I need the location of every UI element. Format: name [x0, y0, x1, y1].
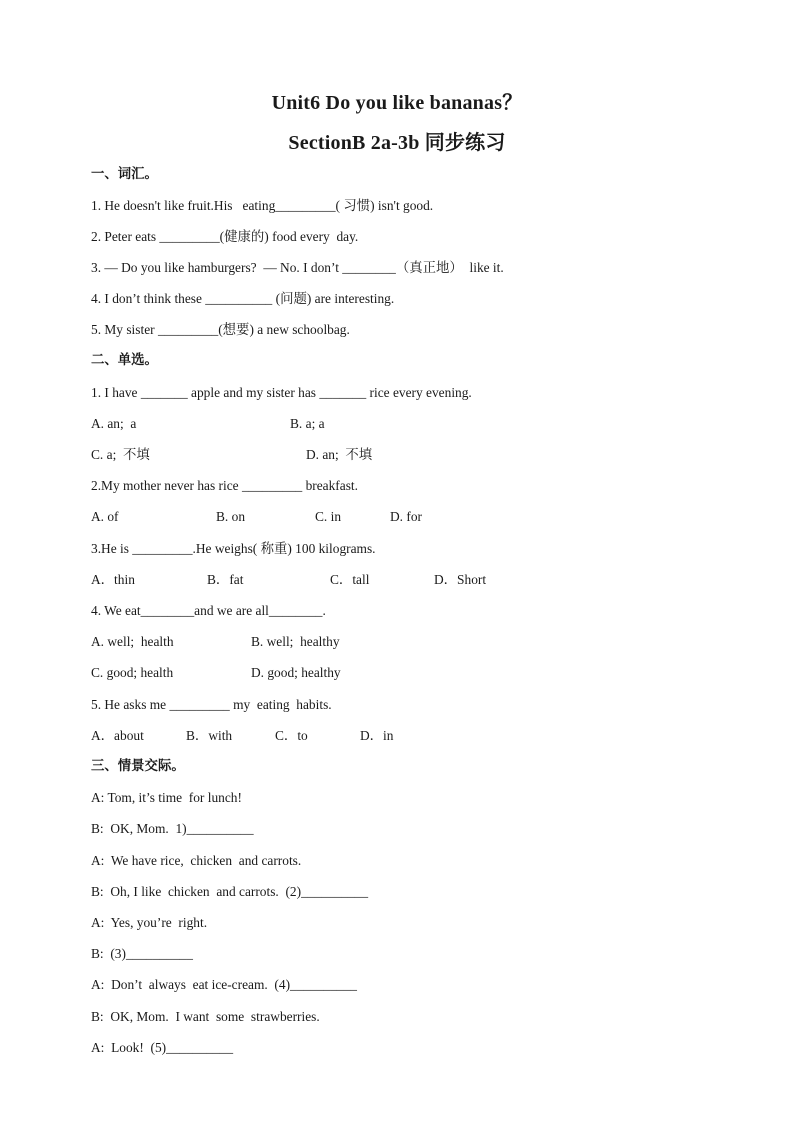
- vocab-item-2: 2. Peter eats _________(健康的) food every day.: [91, 229, 359, 244]
- dialogue-line-5: A: Yes, you’re right.: [91, 915, 208, 930]
- mc-q1-option-b: B. a; a: [290, 416, 325, 431]
- mc-q4-option-a: A. well; health: [91, 634, 174, 649]
- mc-q2-option-a: A. of: [91, 509, 119, 524]
- mc-q2-option-d: D. for: [390, 509, 422, 524]
- page-subtitle: SectionB 2a-3b 同步练习: [288, 132, 506, 154]
- dialogue-line-3: A: We have rice, chicken and carrots.: [91, 853, 302, 868]
- mc-q1-option-d: D. an; 不填: [306, 447, 373, 462]
- mc-question-5: 5. He asks me _________ my eating habits.: [91, 697, 332, 712]
- dialogue-line-8: B: OK, Mom. I want some strawberries.: [91, 1009, 320, 1024]
- mc-question-4: 4. We eat________and we are all________.: [91, 603, 326, 618]
- section-heading-vocabulary: 一、词汇。: [91, 167, 158, 182]
- mc-q1-option-a: A. an; a: [91, 416, 137, 431]
- mc-q4-option-d: D. good; healthy: [251, 665, 341, 680]
- section-heading-dialogue: 三、情景交际。: [91, 759, 185, 774]
- mc-q2-option-c: C. in: [315, 509, 342, 524]
- mc-q3-option-c: C．tall: [330, 572, 370, 587]
- mc-q4-option-b: B. well; healthy: [251, 634, 340, 649]
- mc-q3-option-b: B．fat: [207, 572, 244, 587]
- section-heading-multiple-choice: 二、单选。: [91, 353, 158, 368]
- dialogue-line-9: A: Look! (5)__________: [91, 1040, 234, 1055]
- mc-q5-option-d: D．in: [360, 728, 394, 743]
- mc-q4-option-c: C. good; health: [91, 665, 174, 680]
- page-title: Unit6 Do you like bananas？: [271, 92, 523, 114]
- dialogue-line-4: B: Oh, I like chicken and carrots. (2)__________: [91, 884, 369, 899]
- mc-question-3: 3.He is _________.He weighs( 称重) 100 kilograms.: [91, 541, 376, 556]
- dialogue-line-6: B: (3)__________: [91, 946, 193, 961]
- mc-q5-option-c: C．to: [275, 728, 308, 743]
- vocab-item-3: 3. — Do you like hamburgers? — No. I don’t ________（真正地） like it.: [91, 260, 504, 275]
- mc-question-2: 2.My mother never has rice _________ breakfast.: [91, 478, 358, 493]
- mc-question-1: 1. I have _______ apple and my sister has _______ rice every evening.: [91, 385, 472, 400]
- mc-q1-option-c: C. a; 不填: [91, 447, 150, 462]
- mc-q5-option-a: A．about: [91, 728, 144, 743]
- mc-q3-option-d: D．Short: [434, 572, 487, 587]
- mc-q5-option-b: B．with: [186, 728, 233, 743]
- dialogue-line-2: B: OK, Mom. 1)__________: [91, 821, 254, 836]
- dialogue-line-1: A: Tom, it’s time for lunch!: [91, 790, 242, 805]
- vocab-item-1: 1. He doesn't like fruit.His eating_________( 习惯) isn't good.: [91, 198, 434, 213]
- mc-q3-option-a: A．thin: [91, 572, 135, 587]
- vocab-item-4: 4. I don’t think these __________ (问题) are interesting.: [91, 291, 395, 306]
- dialogue-line-7: A: Don’t always eat ice-cream. (4)__________: [91, 977, 357, 992]
- vocab-item-5: 5. My sister _________(想要) a new schoolbag.: [91, 322, 350, 337]
- mc-q2-option-b: B. on: [216, 509, 246, 524]
